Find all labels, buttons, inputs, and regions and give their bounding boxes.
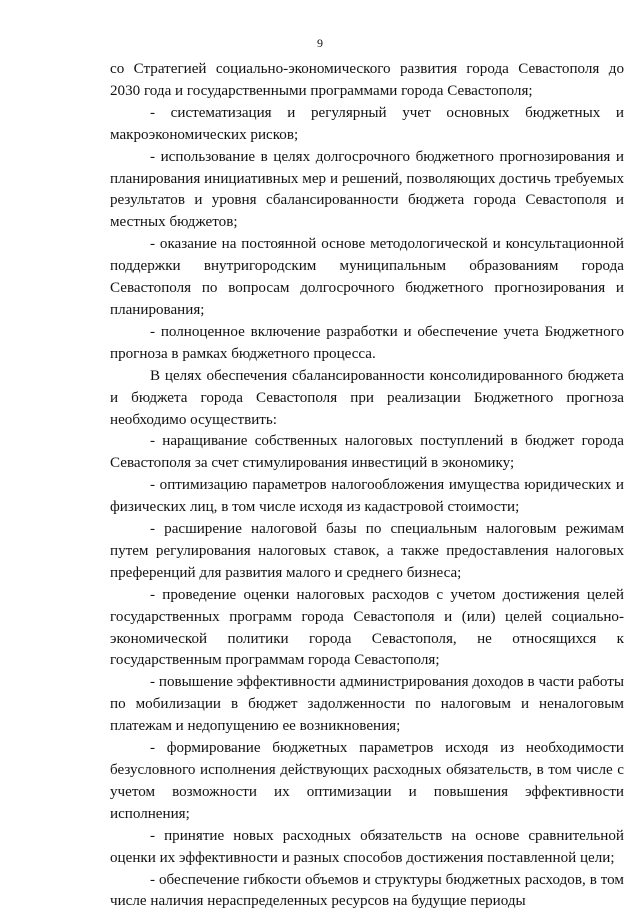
paragraph: - наращивание собственных налоговых поступлений в бюджет города Севастополя за счет стимулирования инвестиций в экономику; — [110, 433, 624, 472]
body-text — [110, 59, 624, 913]
paragraph: - формирование бюджетных параметров исходя из необходимости безусловного исполнения действующих расходных обязательств, в том числе с учетом возможности их оптимизации и повышения эффективности исполнения; — [110, 740, 624, 822]
paragraph: - расширение налоговой базы по специальным налоговым режимам путем регулирования налоговых ставок, а также предоставления налоговых преференций для развития малого и среднего бизнеса; — [110, 521, 624, 581]
paragraph: - обеспечение гибкости объемов и структуры бюджетных расходов, в том числе наличия нераспределенных ресурсов на будущие периоды — [110, 871, 624, 910]
paragraph: со Стратегией социально-экономического развития города Севастополя до 2030 года и государственными программами города Севастополя; — [110, 61, 624, 99]
page-number: 9 — [317, 36, 323, 50]
paragraph: - полноценное включение разработки и обеспечение учета Бюджетного прогноза в рамках бюджетного процесса. — [110, 323, 624, 362]
paragraph: - использование в целях долгосрочного бюджетного прогнозирования и планирования инициативных мер и решений, позволяющих достичь требуемых результатов и уровня сбалансированности бюджета города Севастополя и местных бюджетов; — [110, 148, 624, 231]
paragraph: - повышение эффективности администрирования доходов в части работы по мобилизации в бюджет задолженности по налоговым и неналоговым платежам и недопущению ее возникновения; — [110, 674, 624, 735]
paragraph: - оптимизацию параметров налогообложения имущества юридических и физических лиц, в том числе исходя из кадастровой стоимости; — [110, 477, 624, 516]
paragraph: - проведение оценки налоговых расходов с учетом достижения целей государственных программ города Севастополя и (или) целей социально-экономической политики города Севастополя, не относящихся к государственным программам города Севастополя; — [110, 586, 624, 669]
paragraph: - оказание на постоянной основе методологической и консультационной поддержки внутригородским муниципальным образованиям города Севастополя по вопросам долгосрочного бюджетного прогнозирования и планирования; — [110, 236, 624, 318]
paragraph: - систематизация и регулярный учет основных бюджетных и макроэкономических рисков; — [110, 104, 624, 143]
paragraph: В целях обеспечения сбалансированности консолидированного бюджета и бюджета города Севастополя при реализации Бюджетного прогноза необходимо осуществить: — [110, 367, 624, 428]
paragraph: - принятие новых расходных обязательств на основе сравнительной оценки их эффективности и разных способов достижения поставленной цели; — [110, 827, 624, 866]
